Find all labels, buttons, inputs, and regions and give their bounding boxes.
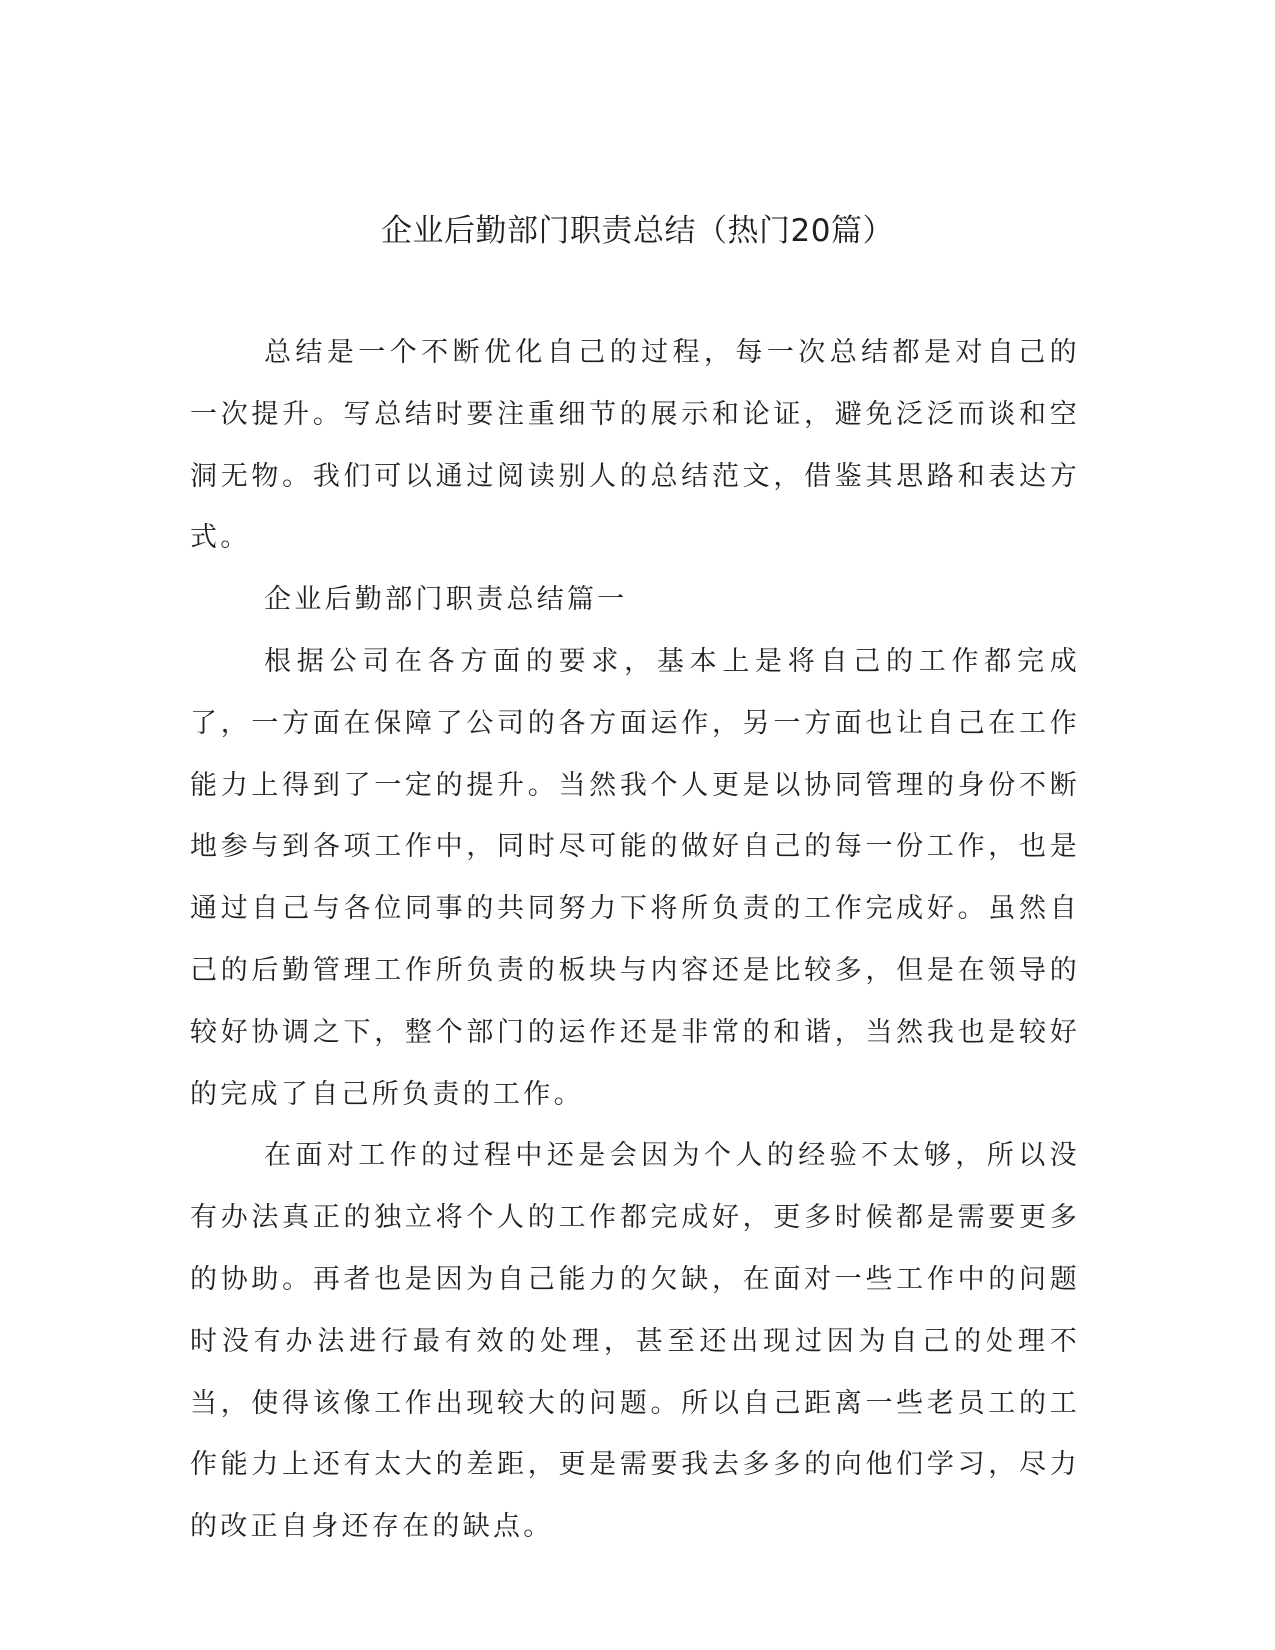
document-body <box>190 322 1080 1558</box>
body-paragraph: 在面对工作的过程中还是会因为个人的经验不太够，所以没有办法真正的独立将个人的工作都完成好，更多时候都是需要更多的协助。再者也是因为自己能力的欠缺，在面对一些工作中的问题时没有办法进行最有效的处理，甚至还出现过因为自己的处理不当，使得该像工作出现较大的问题。所以自己距离一些老员工的工作能力上还有太大的差距，更是需要我去多多的向他们学习，尽力的改正自身还存在的缺点。 <box>190 1140 1080 1543</box>
section-heading: 企业后勤部门职责总结篇一 <box>264 584 628 616</box>
body-paragraph: 根据公司在各方面的要求，基本上是将自己的工作都完成了，一方面在保障了公司的各方面运作，另一方面也让自己在工作能力上得到了一定的提升。当然我个人更是以协同管理的身份不断地参与到各项工作中，同时尽可能的做好自己的每一份工作，也是通过自己与各位同事的共同努力下将所负责的工作完成好。虽然自己的后勤管理工作所负责的板块与内容还是比较多，但是在领导的较好协调之下，整个部门的运作还是非常的和谐，当然我也是较好的完成了自己所负责的工作。 <box>190 645 1080 1110</box>
document-title: 企业后勤部门职责总结（热门20篇） <box>381 213 894 249</box>
intro-paragraph: 总结是一个不断优化自己的过程，每一次总结都是对自己的一次提升。写总结时要注重细节的展示和论证，避免泛泛而谈和空洞无物。我们可以通过阅读别人的总结范文，借鉴其思路和表达方式。 <box>190 337 1080 554</box>
